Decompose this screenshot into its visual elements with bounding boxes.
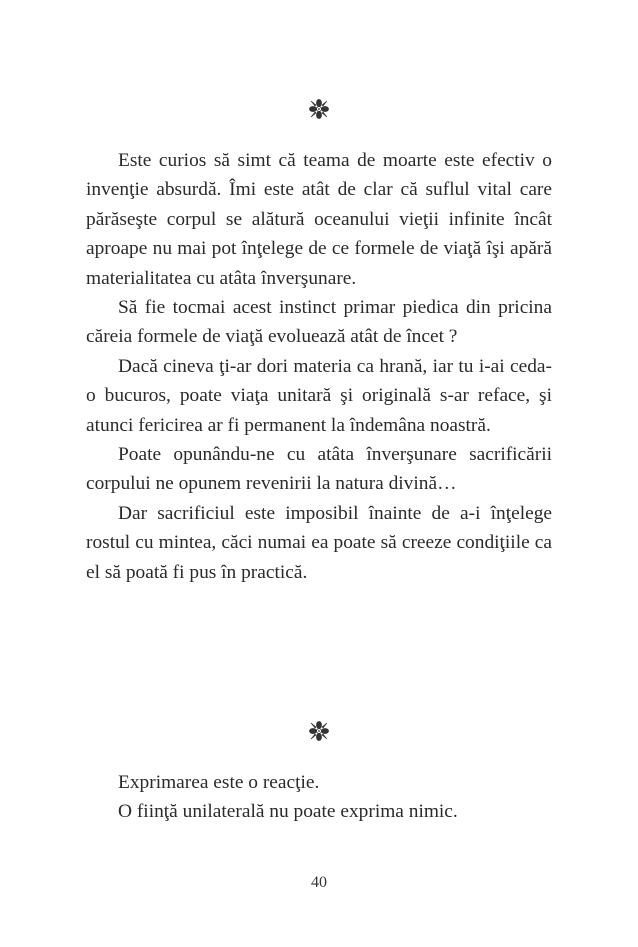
paragraph: Poate opunându-ne cu atâta înverşunare sacrificării corpului ne opunem revenirii la natura divină… — [86, 444, 552, 495]
floral-ornament-icon — [308, 98, 330, 120]
paragraph: Să fie tocmai acest instinct primar piedica din pricina căreia formele de viaţă evoluează atât de încet ? — [86, 297, 552, 348]
paragraph: O fiinţă unilaterală nu poate exprima nimic. — [118, 801, 458, 823]
page-number: 40 — [311, 874, 327, 891]
paragraph: Dacă cineva ţi-ar dori materia ca hrană, iar tu i-ai ceda-o bucuros, poate viaţa unitară şi originală s-ar reface, şi atunci fericirea ar fi permanent la îndemâna noastră. — [86, 355, 552, 436]
floral-ornament-icon — [308, 720, 330, 742]
paragraph: Dar sacrificiul este imposibil înainte de a-i înţelege rostul cu mintea, căci numai ea poate să creeze condiţiile ca el să poată fi pus în practică. — [86, 502, 552, 583]
paragraph: Este curios să simt că teama de moarte este efectiv o invenţie absurdă. Îmi este atât de clar că suflul vital care părăseşte corpul se alătură oceanului vieţii infinite încât aproape nu mai pot înţelege de ce formele de viaţă îşi apără materialitatea cu atâta înverşunare. — [86, 150, 552, 289]
section-1-text — [86, 146, 552, 587]
section-2-text — [86, 768, 552, 827]
paragraph: Exprimarea este o reacţie. — [118, 772, 320, 793]
